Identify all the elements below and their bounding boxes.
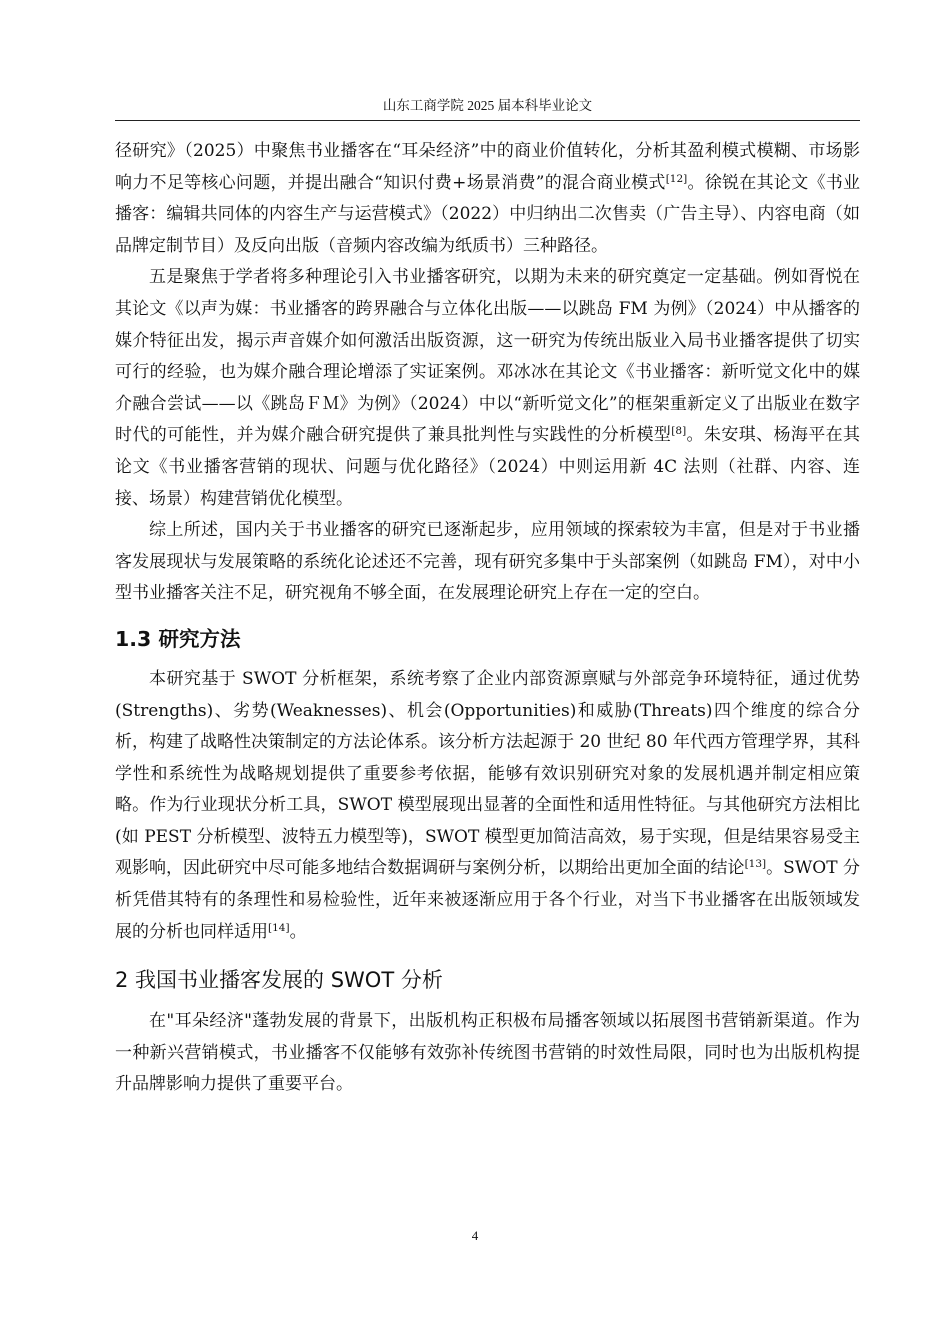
paragraph-text: 。	[289, 921, 307, 942]
paragraph-3: 综上所述，国内关于书业播客的研究已逐渐起步，应用领域的探索较为丰富，但是对于书业播客发展现状与发展策略的系统化论述还不完善，现有研究多集中于头部案例（如跳岛 FM），对中小型书业播客关注不足，研究视角不够全面，在发展理论研究上存在一定的空白。	[115, 520, 860, 604]
section-heading-1-3: 1.3 研究方法	[115, 626, 241, 651]
citation-ref: [12]	[665, 172, 688, 185]
paragraph-text: 。SWOT 分析凭借其特有的条理性和易检验性，近年来被逐渐应用于各个行业，对当下书业播客在出版领域发展的分析也同样适用	[115, 858, 860, 942]
citation-ref: [8]	[671, 425, 687, 438]
paragraph-text: 五是聚焦于学者将多种理论引入书业播客研究，以期为未来的研究奠定一定基础。例如胥悦在其论文《以声为媒：书业播客的跨界融合与立体化出版——以跳岛 FM 为例》（2024）中从播客的媒介特征出发，揭示声音媒介如何激活出版资源，这一研究为传统出版业入局书业播客提供了切实可行的经验，也为媒介融合理论增添了实证案例。邓冰冰在其论文《书业播客：新听觉文化中的媒介融合尝试——以《跳岛ＦＭ》为例》（2024）中以“新听觉文化”的框架重新定义了出版业在数字时代的可能性，并为媒介融合研究提供了兼具批判性与实践性的分析模型	[115, 267, 860, 446]
running-header	[115, 92, 860, 121]
citation-ref: [14]	[268, 921, 290, 934]
paragraph-5: 在"耳朵经济"蓬勃发展的背景下，出版机构正积极布局播客领域以拓展图书营销新渠道。作为一种新兴营销模式，书业播客不仅能够有效弥补传统图书营销的时效性局限，同时也为出版机构提升品牌影响力提供了重要平台。	[115, 1011, 860, 1095]
paragraph-1	[115, 136, 860, 262]
paragraph-2	[115, 262, 860, 515]
page-number: 4	[471, 1228, 479, 1243]
paragraph-text: 本研究基于 SWOT 分析框架，系统考察了企业内部资源禀赋与外部竞争环境特征，通过优势(Strengths)、劣势(Weaknesses)、机会(Opportunities)和威胁(Threats)四个维度的综合分析，构建了战略性决策制定的方法论体系。该分析方法起源于 20 世纪 80 年代西方管理学界，其科学性和系统性为战略规划提供了重要参考依据，能够有效识别研究对象的发展机遇并制定相应策略。作为行业现状分析工具，SWOT 模型展现出显著的全面性和适用性特征。与其他研究方法相比(如 PEST 分析模型、波特五力模型等)，SWOT 模型更加简洁高效，易于实现，但是结果容易受主观影响，因此研究中尽可能多地结合数据调研与案例分析，以期给出更加全面的结论	[115, 668, 860, 879]
page-body	[115, 136, 860, 1101]
paragraph-text: 。徐锐在其论文《书业播客：编辑共同体的内容生产与运营模式》（2022）中归纳出二次售卖（广告主导）、内容电商（如品牌定制节目）及反向出版（音频内容改编为纸质书）三种路径。	[115, 172, 861, 256]
paragraph-4	[115, 664, 860, 948]
paragraph-text: 。朱安琪、杨海平在其论文《书业播客营销的现状、问题与优化路径》（2024）中则运用新 4C 法则（社群、内容、连接、场景）构建营销优化模型。	[115, 425, 861, 509]
header-title: 山东工商学院 2025 届本科毕业论文	[382, 98, 593, 113]
paragraph-text: 径研究》（2025）中聚焦书业播客在“耳朵经济”中的商业价值转化，分析其盈利模式模糊、市场影响力不足等核心问题，并提出融合“知识付费+场景消费”的混合商业模式	[115, 141, 860, 193]
citation-ref: [13]	[744, 858, 767, 871]
chapter-heading-2: 2 我国书业播客发展的 SWOT 分析	[115, 968, 443, 993]
